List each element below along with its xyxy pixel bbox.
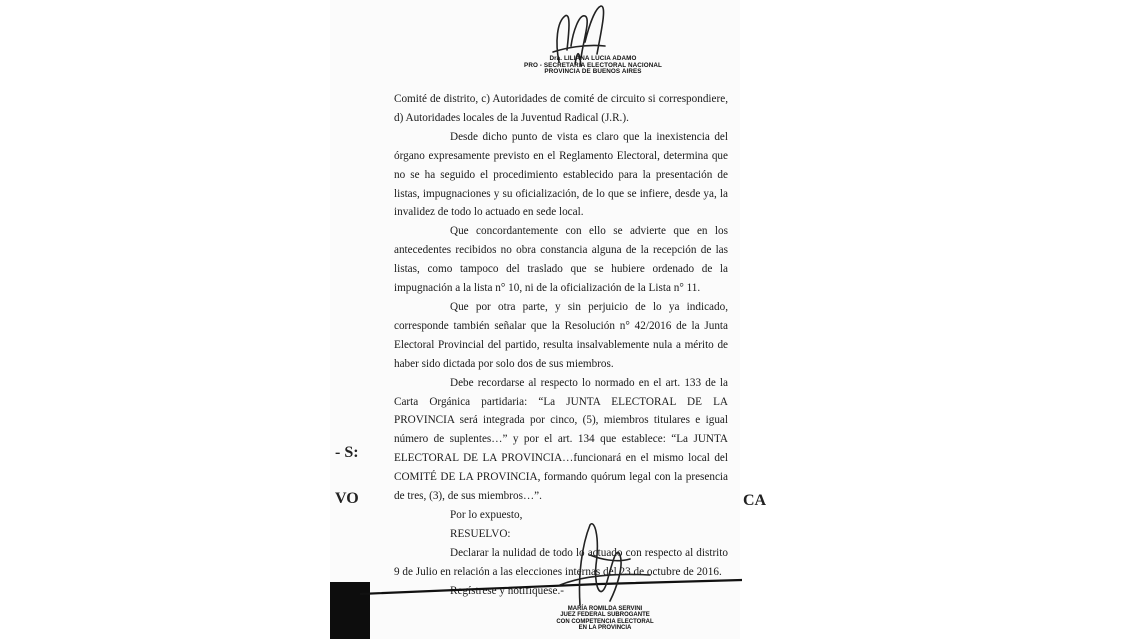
side-fragment-left-1: - S: (335, 444, 359, 461)
signature-bottom (520, 515, 660, 615)
stamp-bottom (555, 606, 655, 631)
paragraph-6: Por lo expuesto, (450, 508, 523, 521)
paragraph-resuelvo: RESUELVO: (450, 527, 511, 540)
side-fragment-left-2: VO (335, 490, 359, 507)
stamp-bottom-competence: CON COMPETENCIA ELECTORAL (556, 618, 654, 625)
paragraph-8: Declarar la nulidad de todo lo actuado con respecto al distrito 9 de Julio en relación a las elecciones internas del 23 de octubre de 2016. (394, 546, 728, 578)
paragraph-1: Comité de distrito, c) Autoridades de comité de circuito si correspondiere, d) Autoridades locales de la Juventud Radical (J.R.). (394, 93, 728, 124)
paragraph-3: Que concordantemente con ello se advierte que en los antecedentes recibidos no obra constancia alguna de la recepción de las listas, como tampoco del traslado que se hubiere ordenado de la impugnación a la lista n° 10, ni de la oficialización de la Lista n° 11. (394, 225, 728, 295)
paragraph-2: Desde dicho punto de vista es claro que la inexistencia del órgano expresamente previsto en el Reglamento Electoral, determina que no se ha seguido el procedimiento establecido para la presentación de listas, impugnaciones y su oficialización, de lo que se infiere, desde ya, la invalidez de todo lo actuado en sede local. (394, 130, 728, 219)
stamp-bottom-province: EN LA PROVINCIA (578, 624, 632, 631)
paragraph-5: Debe recordarse al respecto lo normado en el art. 133 de la Carta Orgánica partidaria: “La JUNTA ELECTORAL DE LA PROVINCIA será integrada por cinco, (5), miembros titulares e igual número de suplentes…” y por el art. 134 que establece: “La JUNTA ELECTORAL DE LA PROVINCIA…funcionará en el mismo local del COMITÉ DE LA PROVINCIA, formando quórum legal con la presencia de tres, (3), de sus miembros…”. (394, 376, 728, 503)
stamp-bottom-title: JUEZ FEDERAL SUBROGANTE (560, 612, 650, 619)
stamp-bottom-name: MARÍA ROMILDA SERVINI (567, 606, 643, 612)
stamp-top-province: PROVINCIA DE BUENOS AIRES (544, 68, 642, 75)
stamp-top (518, 56, 668, 76)
side-fragment-right-1: CA (743, 492, 767, 509)
stamp-top-name: Dra. LILIANA LUCIA ADAMO (549, 55, 637, 62)
paragraph-4: Que por otra parte, y sin perjuicio de lo ya indicado, corresponde también señalar que la Resolución n° 42/2016 de la Junta Electoral Provincial del partido, resulta insalvablemente nula a mérito de haber sido dictada por solo dos de sus miembros. (394, 300, 728, 370)
stamp-top-title: PRO - SECRETARIA ELECTORAL NACIONAL (524, 61, 662, 69)
paragraph-9: Regístrese y notifíquese.- (450, 584, 565, 597)
